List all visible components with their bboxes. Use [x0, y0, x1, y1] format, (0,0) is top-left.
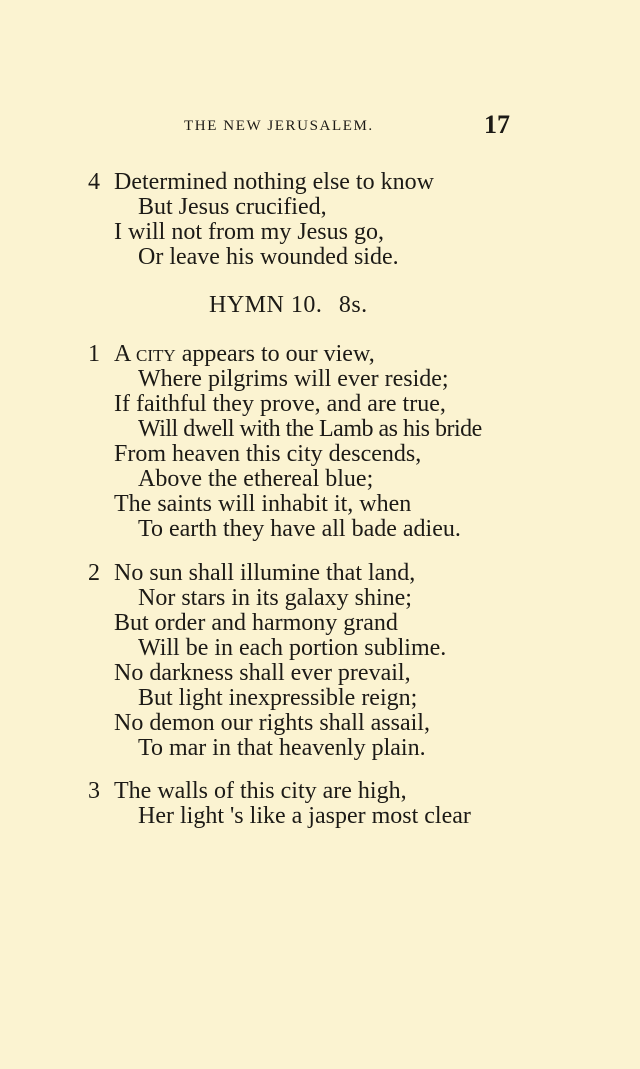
verse-line: No sun shall illumine that land, [114, 560, 416, 586]
verse-line: Nor stars in its galaxy shine; [138, 585, 412, 611]
verse-line-rest: appears to our view, [175, 341, 375, 367]
verse-line: No demon our rights shall assail, [114, 710, 430, 736]
verse-line: If faithful they prove, and are true, [114, 391, 446, 417]
hymn-number: HYMN 10. [209, 292, 323, 318]
verse-line: Her light 's like a jasper most clear [138, 803, 471, 829]
verse-line: To earth they have all bade adieu. [138, 516, 461, 542]
verse-line: I will not from my Jesus go, [114, 219, 384, 245]
verse-line: From heaven this city descends, [114, 441, 422, 467]
verse-line: Determined nothing else to know [114, 169, 434, 195]
verse-line: Above the ethereal blue; [138, 466, 374, 492]
page-number: 17 [484, 110, 510, 139]
verse-line: But order and harmony grand [114, 610, 398, 636]
verse-line: But light inexpressible reign; [138, 685, 418, 711]
verse-line: No darkness shall ever prevail, [114, 660, 411, 686]
verse-number: 2 [88, 560, 100, 586]
verse-line: Will dwell with the Lamb as his bride [138, 416, 482, 442]
verse-small-caps-word: city [136, 341, 176, 367]
verse-line: The walls of this city are high, [114, 778, 407, 804]
verse-line: But Jesus crucified, [138, 194, 327, 220]
verse-line [114, 341, 375, 367]
verse-number: 4 [88, 169, 100, 195]
hymn-title [209, 292, 368, 319]
running-title: THE NEW JERUSALEM. [184, 118, 374, 134]
verse-line: To mar in that heavenly plain. [138, 735, 426, 761]
verse-number: 1 [88, 341, 100, 367]
verse-line: Or leave his wounded side. [138, 244, 399, 270]
hymn-meter: 8s. [338, 292, 368, 318]
verse-line: Will be in each portion sublime. [138, 635, 447, 661]
verse-number: 3 [88, 778, 100, 804]
verse-line: Where pilgrims will ever reside; [138, 366, 449, 392]
verse-line: The saints will inhabit it, when [114, 491, 412, 517]
verse-first-word: A [114, 341, 131, 367]
